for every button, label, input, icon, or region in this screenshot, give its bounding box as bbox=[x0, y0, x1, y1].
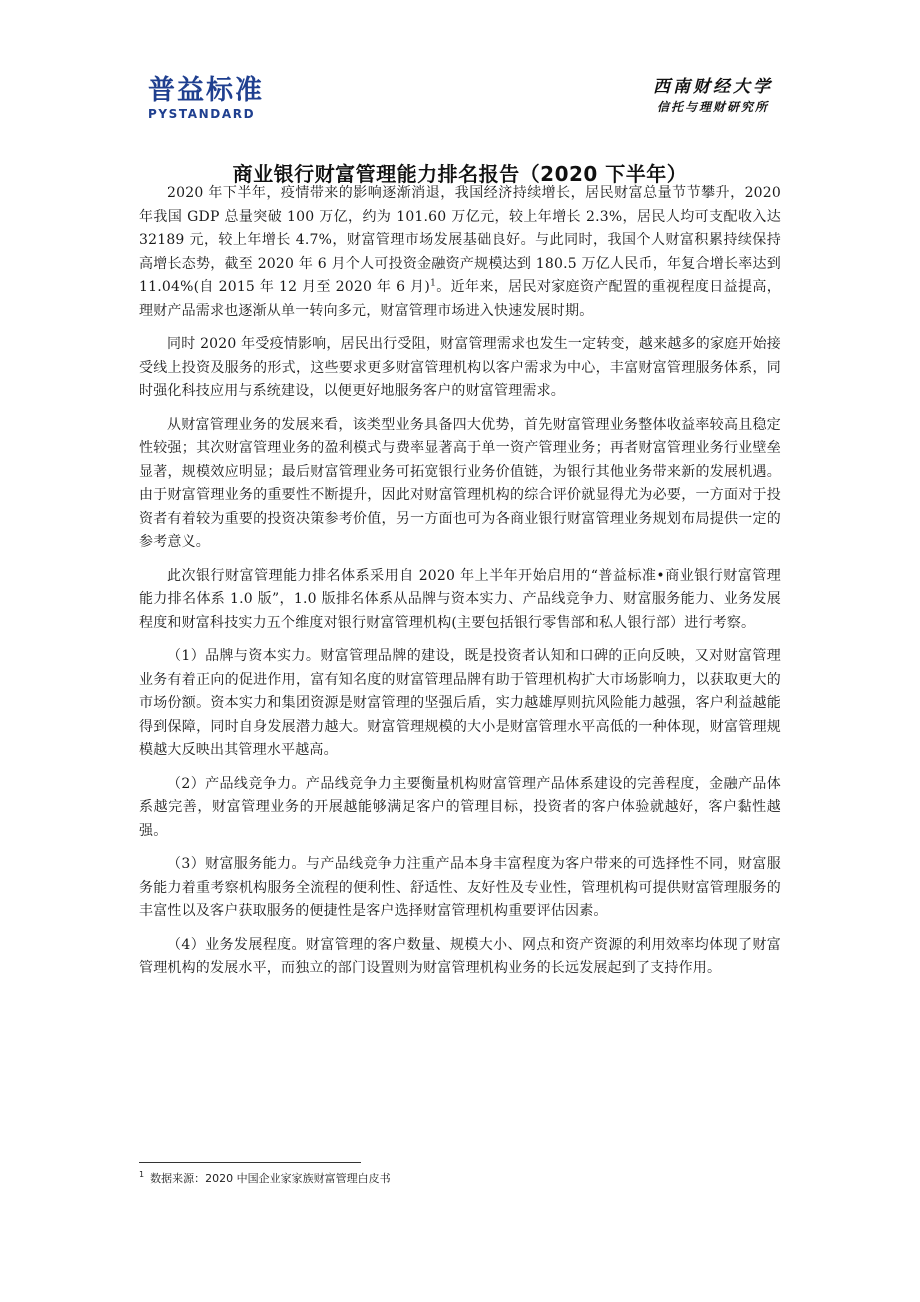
logo-swufe bbox=[648, 76, 778, 116]
paragraph-business-development: （4）业务发展程度。财富管理的客户数量、规模大小、网点和资产资源的利用效率均体现了财富管理机构的发展水平，而独立的部门设置则为财富管理机构业务的长远发展起到了支持作用。 bbox=[139, 936, 781, 976]
paragraph-pandemic: 同时 2020 年受疫情影响，居民出行受阻，财富管理需求也发生一定转变，越来越多的家庭开始接受线上投资及服务的形式，这些要求更多财富管理机构以客户需求为中心，丰富财富管理服务体系，同时强化科技应用与系统建设，以便更好地服务客户的财富管理需求。 bbox=[139, 336, 781, 399]
paragraph-brand-capital: （1）品牌与资本实力。财富管理品牌的建设，既是投资者认知和口碑的正向反映，又对财富管理业务有着正向的促进作用，富有知名度的财富管理品牌有助于管理机构扩大市场影响力，以获取更大的市场份额。资本实力和集团资源是财富管理的坚强后盾，实力越雄厚则抗风险能力越强，客户利益越能得到保障，同时自身发展潜力越大。财富管理规模的大小是财富管理水平高低的一种体现，财富管理规模越大反映出其管理水平越高。 bbox=[139, 648, 781, 758]
footnote bbox=[139, 1170, 391, 1186]
paragraph-product-line: （2）产品线竞争力。产品线竞争力主要衡量机构财富管理产品体系建设的完善程度，金融产品体系越完善，财富管理业务的开展越能够满足客户的管理目标，投资者的客户体验就越好，客户黏性越强。 bbox=[139, 775, 781, 839]
logo-left-english: PYSTANDARD bbox=[148, 107, 256, 121]
paragraph-intro-text: 2020 年下半年，疫情带来的影响逐渐消退，我国经济持续增长，居民财富总量节节攀升，2020 年我国 GDP 总量突破 100 万亿，约为 101.60 万亿元，较上年增长 2.3%，居民人均可支配收入达 32189 元，较上年增长 4.7%，财富管理市场发展基础良好。与此同时，我国个人财富积累持续保持高增长态势，截至 2020 年 6 月个人可投资金融资产规模达到 180.5 万亿人民币，年复合增长率达到 11.04%(自 2015 年 12 月至 2020 年 6 月) bbox=[139, 185, 781, 295]
paragraph-service-ability: （3）财富服务能力。与产品线竞争力注重产品本身丰富程度为客户带来的可选择性不同，财富服务能力着重考察机构服务全流程的便利性、舒适性、友好性及专业性，管理机构可提供财富管理服务的丰富性以及客户获取服务的便捷性是客户选择财富管理机构重要评估因素。 bbox=[139, 856, 781, 919]
paragraph-intro bbox=[139, 182, 781, 323]
paragraph-advantages: 从财富管理业务的发展来看，该类型业务具备四大优势，首先财富管理业务整体收益率较高且稳定性较强；其次财富管理业务的盈利模式与费率显著高于单一资产管理业务；再者财富管理业务行业壁垒显著，规模效应明显；最后财富管理业务可拓宽银行业务价值链，为银行其他业务带来新的发展机遇。由于财富管理业务的重要性不断提升，因此对财富管理机构的综合评价就显得尤为必要，一方面对于投资者有着较为重要的投资决策参考价值，另一方面也可为各商业银行财富管理业务规划布局提供一定的参考意义。 bbox=[139, 416, 781, 550]
paragraph-intro-text-cont: 。近年来，居民对家庭资产配置的重视程度日益提高，理财产品需求也逐渐从单一转向多元，财富管理市场进入快速发展时期。 bbox=[139, 279, 781, 319]
logo-right-line2: 信托与理财研究所 bbox=[656, 100, 769, 114]
logo-pystandard bbox=[148, 76, 264, 121]
footnote-divider bbox=[139, 1162, 361, 1163]
logo-left-chinese: 普益标准 bbox=[148, 75, 264, 106]
footnote-text: 数据来源：2020 中国企业家家族财富管理白皮书 bbox=[150, 1172, 391, 1185]
report-body bbox=[139, 182, 781, 991]
footnote-ref: 1 bbox=[430, 278, 437, 289]
paragraph-ranking-system: 此次银行财富管理能力排名体系采用自 2020 年上半年开始启用的“普益标准•商业银行财富管理能力排名体系 1.0 版”，1.0 版排名体系从品牌与资本实力、产品线竞争力、财富服务能力、业务发展程度和财富科技实力五个维度对银行财富管理机构(主要包括银行零售部和私人银行部）进行考察。 bbox=[139, 567, 781, 631]
logo-right-line1: 西南财经大学 bbox=[653, 77, 773, 97]
footnote-marker: 1 bbox=[139, 1170, 145, 1180]
page-title: 商业银行财富管理能力排名报告（2020 下半年） bbox=[232, 162, 688, 186]
